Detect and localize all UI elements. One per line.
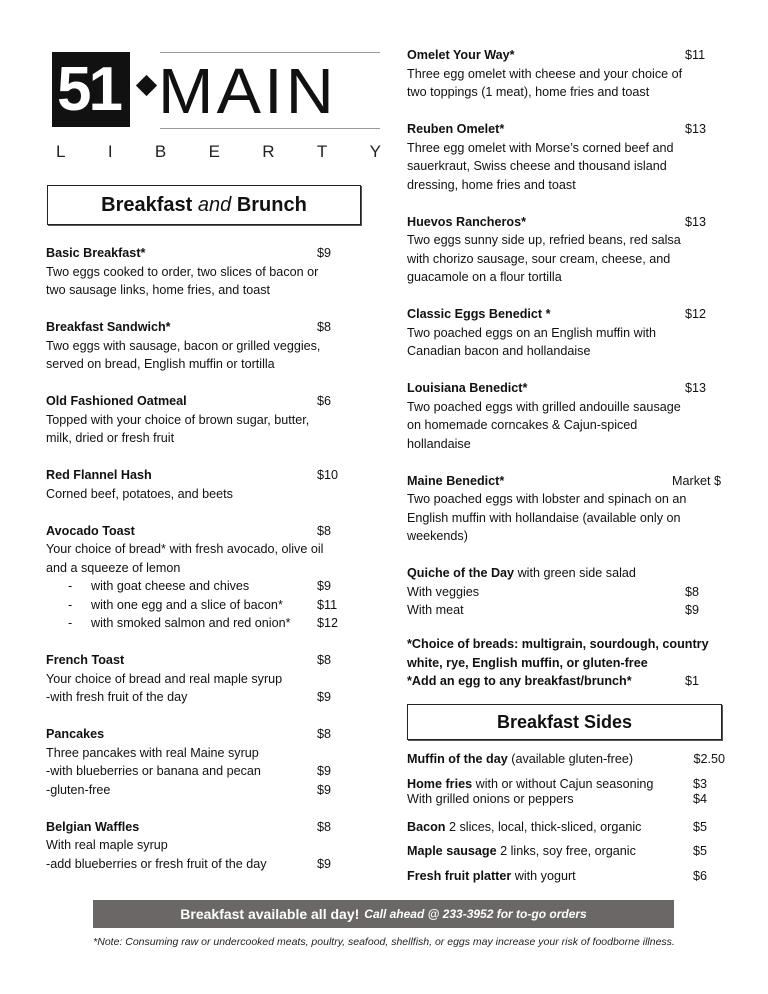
- item-description: Corned beef, potatoes, and beets: [46, 486, 233, 501]
- item-description: sauerkraut, Swiss cheese and thousand island: [407, 159, 667, 173]
- item-name: Breakfast Sandwich*: [46, 320, 171, 334]
- menu-item: [46, 818, 346, 874]
- item-description: With real maple syrup: [46, 838, 168, 852]
- item-description: two sausage links, home fries, and toast: [46, 283, 271, 297]
- menu-item: [407, 46, 717, 102]
- note-line: [407, 672, 717, 691]
- sides-list: [407, 747, 723, 888]
- item-price: $9: [317, 246, 332, 260]
- item-price: $8: [317, 819, 332, 834]
- item-price: Market $: [672, 473, 721, 488]
- item-price: $13: [685, 381, 707, 395]
- menu-item-header: [46, 522, 346, 541]
- item-description: Three egg omelet with Morse’s corned beef and: [407, 140, 674, 155]
- menu-item-header: [407, 472, 721, 491]
- logo-city-letter: T: [316, 142, 328, 161]
- menu-item-header: [46, 466, 346, 485]
- menu-item-header: [407, 120, 717, 139]
- side-item: [407, 839, 723, 864]
- menu-item-header: [46, 651, 346, 670]
- item-description: guacamole on a flour tortilla: [407, 270, 562, 284]
- item-description: English muffin with hollandaise (available only on: [407, 510, 681, 525]
- title-part: Brunch: [231, 193, 307, 216]
- item-description: dressing, home fries and toast: [407, 177, 576, 192]
- item-option: [46, 614, 346, 633]
- item-description: Your choice of bread and real maple syrup: [46, 671, 283, 686]
- option-price: $11: [317, 597, 338, 612]
- option-price: $8: [685, 584, 700, 599]
- logo-city-letter: R: [262, 142, 275, 161]
- item-name: Maine Benedict*: [407, 473, 505, 488]
- option-text: With meat: [407, 603, 464, 617]
- menu-item: [46, 522, 346, 633]
- menu-item: [407, 379, 717, 453]
- menu-item-header: [407, 305, 717, 324]
- item-price: $13: [685, 122, 707, 136]
- item-name: Huevos Rancheros*: [407, 214, 526, 229]
- note-text: *Add an egg to any breakfast/brunch*: [407, 674, 632, 688]
- option-text: with one egg and a slice of bacon*: [91, 597, 283, 612]
- title-part: and: [197, 193, 232, 216]
- item-name: Classic Eggs Benedict *: [407, 307, 551, 321]
- menu-item-header: [407, 379, 717, 398]
- logo-diamond-icon: [136, 75, 157, 96]
- menu-item: [46, 466, 346, 503]
- item-description: Two poached eggs with grilled andouille sausage: [407, 399, 681, 414]
- item-description: Two eggs with sausage, bacon or grilled veggies,: [46, 338, 321, 353]
- menu-item: [46, 392, 346, 448]
- item-name: Red Flannel Hash: [46, 468, 152, 482]
- side-note: 2 slices, local, thick-sliced, organic: [445, 819, 642, 834]
- left-menu-column: [46, 244, 346, 892]
- item-name: Reuben Omelet*: [407, 122, 505, 136]
- dash: -: [68, 579, 73, 593]
- item-option: [407, 601, 717, 620]
- allergy-footnote: *Note: Consuming raw or undercooked meats, poultry, seafood, shellfish, or eggs may increase your risk of foodborne illness.: [93, 936, 675, 948]
- menu-item: [407, 564, 717, 620]
- item-name: Basic Breakfast*: [46, 246, 146, 260]
- item-description: Two poached eggs with lobster and spinach on an: [407, 492, 687, 506]
- side-name: Bacon: [407, 819, 446, 834]
- item-description: two toppings (1 meat), home fries and toast: [407, 85, 650, 99]
- side-option: [407, 790, 723, 809]
- option-price: $9: [317, 856, 332, 871]
- item-name: French Toast: [46, 653, 125, 667]
- item-option: [46, 596, 346, 615]
- item-name: Belgian Waffles: [46, 819, 140, 834]
- menu-item-header: [46, 392, 346, 411]
- item-description: Three egg omelet with cheese and your choice of: [407, 66, 683, 81]
- side-price: $5: [692, 844, 707, 859]
- option-text: -with fresh fruit of the day: [46, 690, 188, 704]
- item-name: Omelet Your Way*: [407, 48, 515, 62]
- item-description: on homemade corncakes & Cajun-spiced: [407, 418, 638, 432]
- item-description: with chorizo sausage, sour cream, cheese, and: [407, 251, 671, 266]
- dash: -: [68, 597, 73, 612]
- side-note: 2 links, soy free, organic: [496, 844, 636, 859]
- banner-main: Breakfast available all day!: [180, 906, 360, 922]
- item-price: $11: [685, 48, 706, 62]
- item-price: $10: [317, 468, 339, 482]
- menu-item: [46, 244, 346, 300]
- option-price: $9: [317, 579, 332, 593]
- item-option: [46, 781, 346, 800]
- logo-city-letter: B: [154, 142, 167, 161]
- side-name: Home fries: [407, 776, 473, 791]
- right-menu-column: [407, 46, 721, 638]
- option-text: with goat cheese and chives: [91, 579, 250, 593]
- option-text: with smoked salmon and red onion*: [91, 616, 291, 630]
- item-description: Canadian bacon and hollandaise: [407, 344, 591, 358]
- item-description: Three pancakes with real Maine syrup: [46, 745, 259, 760]
- menu-item: [407, 472, 721, 546]
- section-title-breakfast-brunch: [47, 185, 361, 225]
- item-option: [46, 577, 346, 596]
- item-description: hollandaise: [407, 436, 471, 451]
- menu-item: [407, 120, 717, 194]
- menu-item: [407, 305, 717, 361]
- title-part: Breakfast: [101, 193, 198, 216]
- menu-item: [407, 213, 717, 287]
- menu-item-header: [46, 244, 346, 263]
- side-name: Fresh fruit platter: [407, 868, 512, 883]
- item-description: milk, dried or fresh fruit: [46, 431, 175, 445]
- item-price: $8: [317, 727, 332, 741]
- price: $1: [685, 674, 700, 688]
- item-name: Quiche of the Day: [407, 566, 515, 580]
- item-option: [46, 688, 346, 707]
- option-price: $9: [317, 782, 332, 797]
- logo-number: 51: [57, 55, 120, 124]
- item-price: $6: [317, 394, 332, 408]
- side-price: $4: [692, 792, 707, 807]
- side-item: [407, 815, 723, 840]
- item-description: Topped with your choice of brown sugar, butter,: [46, 412, 310, 427]
- side-note: with yogurt: [511, 868, 576, 883]
- option-price: $9: [685, 603, 700, 617]
- section-title-sides: Breakfast Sides: [407, 704, 722, 740]
- side-item: [407, 747, 723, 772]
- menu-item: [46, 725, 346, 799]
- side-price: $3: [692, 776, 707, 791]
- option-price: $9: [317, 690, 332, 704]
- logo-city-letter: L: [56, 142, 66, 161]
- side-name: Maple sausage: [407, 844, 497, 859]
- item-price: $13: [685, 214, 707, 229]
- logo-word: MAIN: [158, 55, 337, 127]
- menu-item-header: [46, 818, 346, 837]
- item-description: weekends): [407, 529, 468, 543]
- dash: -: [68, 616, 73, 630]
- logo-rule-top: [160, 52, 380, 53]
- logo-city-letter: I: [107, 142, 113, 161]
- note-line: *Choice of breads: multigrain, sourdough, country: [407, 637, 709, 651]
- option-text: -with blueberries or banana and pecan: [46, 764, 261, 778]
- menu-item-header: [407, 564, 717, 583]
- logo-rule-bottom: [160, 128, 380, 129]
- item-name: Pancakes: [46, 727, 105, 741]
- option-price: $9: [317, 764, 332, 778]
- side-option-text: With grilled onions or peppers: [407, 792, 574, 807]
- menu-item-header: [46, 725, 346, 744]
- logo-city-letter: Y: [369, 142, 381, 161]
- item-name: Louisiana Benedict*: [407, 381, 528, 395]
- item-option: [46, 762, 346, 781]
- item-price: $8: [317, 653, 332, 667]
- item-name: Old Fashioned Oatmeal: [46, 394, 187, 408]
- item-description: Your choice of bread* with fresh avocado, olive oil: [46, 542, 324, 556]
- banner-call-ahead: Call ahead @ 233-3952 for to-go orders: [364, 907, 587, 921]
- side-note: (available gluten-free): [507, 752, 634, 766]
- item-name: Avocado Toast: [46, 523, 135, 538]
- availability-banner: [93, 900, 674, 928]
- item-description: Two eggs sunny side up, refried beans, red salsa: [407, 233, 681, 247]
- side-item: [407, 864, 723, 889]
- option-price: $12: [317, 616, 339, 630]
- item-description: Two poached eggs on an English muffin with: [407, 325, 657, 340]
- item-description: served on bread, English muffin or tortilla: [46, 357, 275, 371]
- item-price: $8: [317, 320, 332, 334]
- menu-item: [46, 651, 346, 707]
- menu-item-header: [46, 318, 346, 337]
- menu-item-header: [407, 213, 717, 232]
- logo-city: [56, 142, 381, 162]
- logo-city-letter: E: [208, 142, 220, 161]
- side-note: with or without Cajun seasoning: [472, 776, 654, 791]
- item-note: with green side salad: [514, 566, 636, 580]
- bread-notes: [407, 635, 717, 691]
- item-option: [407, 583, 717, 602]
- item-description: and a squeeze of lemon: [46, 560, 181, 575]
- option-text: -gluten-free: [46, 782, 111, 797]
- note-line: white, rye, English muffin, or gluten-free: [407, 655, 648, 670]
- menu-item-header: [407, 46, 717, 65]
- item-description: Two eggs cooked to order, two slices of bacon or: [46, 264, 319, 279]
- side-name: Muffin of the day: [407, 752, 508, 766]
- item-option: [46, 855, 346, 874]
- side-price: $5: [692, 819, 707, 834]
- side-price: $2.50: [693, 752, 725, 766]
- side-price: $6: [692, 868, 707, 883]
- option-text: With veggies: [407, 584, 480, 599]
- option-text: -add blueberries or fresh fruit of the day: [46, 856, 267, 871]
- item-price: $8: [317, 523, 332, 538]
- menu-item: [46, 318, 346, 374]
- item-price: $12: [685, 307, 707, 321]
